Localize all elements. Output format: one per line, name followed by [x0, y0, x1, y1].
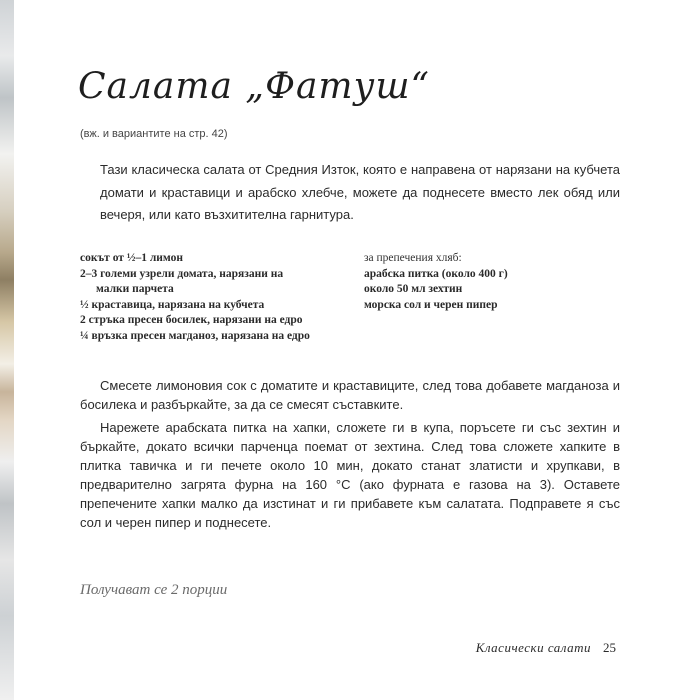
- adjacent-page-photo-strip: [0, 0, 14, 700]
- variants-note: (вж. и вариантите на стр. 42): [80, 128, 228, 140]
- ingredient-item: морска сол и черен пипер: [364, 298, 498, 311]
- recipe-intro: Тази класическа салата от Средния Изток, която е направена от нарязани на кубчета домати и краставици и арабско хлебче, можете да поднесете вместо лек обяд или вечеря, или като възхитителна гарнитура.: [100, 162, 620, 222]
- toasted-bread-ingredients: [364, 251, 624, 313]
- page-footer: [476, 640, 616, 656]
- portions-note: Получават се 2 порции: [80, 582, 228, 598]
- method-paragraph: Нарежете арабската питка на хапки, сложете ги в купа, поръсете ги със зехтин и бъркайте, докато всички парченца поемат от зехтина. След това сложете хапките в плитка тавичка и ги печете около 10 мин, докато станат златисти и хрупкави, в предварително загрята фурна на 160 °C (ако фурната е газова на 3). Оставете препечените хапки малко да изстинат и ги прибавете към салатата. Подправете я със сол и черен пипер и поднесете.: [80, 420, 620, 530]
- ingredient-item: 2–3 големи узрели домата, нарязани на: [80, 267, 284, 280]
- page-number: 25: [603, 640, 616, 655]
- ingredient-item: 2 стръка пресен босилек, нарязани на едро: [80, 314, 303, 326]
- ingredient-item: ¼ връзка пресен магданоз, нарязана на едро: [80, 329, 310, 342]
- ingredient-item: ½ краставица, нарязана на кубчета: [80, 298, 265, 311]
- ingredient-item: сокът от ½–1 лимон: [80, 252, 183, 264]
- method-paragraph: Смесете лимоновия сок с доматите и краставиците, след това добавете магданоза и босилека и разбъркайте, за да се смесят съставките.: [80, 378, 620, 412]
- section-name: Класически салати: [475, 640, 591, 655]
- ingredient-item: около 50 мл зехтин: [364, 283, 463, 295]
- ingredient-item: арабска питка (около 400 г): [364, 267, 508, 280]
- ingredient-item-continued: малки парчета: [96, 283, 174, 295]
- ingredient-group-label: за препечения хляб:: [364, 252, 462, 264]
- method-section: [80, 376, 620, 536]
- recipe-title: Салата „Фатуш“: [78, 66, 430, 107]
- ingredients-list: [80, 251, 350, 344]
